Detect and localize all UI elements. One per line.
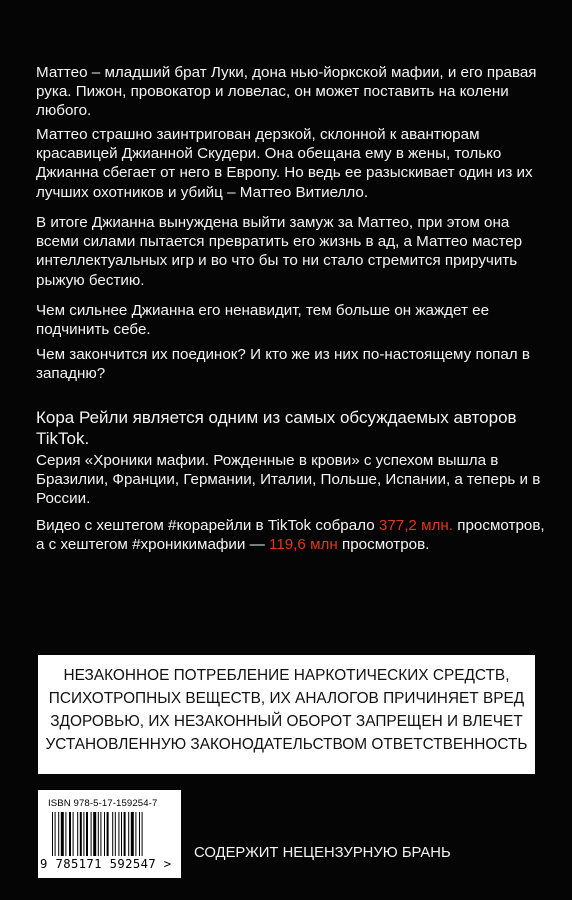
stats-text-mid: просмотров, а с хештегом #хроникимафии — (36, 517, 545, 554)
warning-line-2: ПСИХОТРОПНЫХ ВЕЩЕСТВ, ИХ АНАЛОГОВ ПРИЧИНЯЕТ ВРЕД (48, 690, 525, 707)
synopsis-paragraph-3: В итоге Джианна вынуждена выйти замуж за Маттео, при этом она всеми силами пытается превратить его жизнь в ад, а Маттео мастер интеллектуальных игр и во что бы то ни стало стремится приручить рыжую бестию. (36, 214, 523, 289)
series-paragraph: Серия «Хроники мафии. Рожденные в крови» с успехом вышла в Бразилии, Франции, Германии, Италии, Польше, Испании, а теперь и в России. (36, 452, 541, 508)
synopsis-paragraph-1: Маттео – младший брат Луки, дона нью-йоркской мафии, и его правая рука. Пижон, провокатор и ловелас, он может поставить на колени любого. (36, 64, 537, 120)
synopsis-paragraph-2: Маттео страшно заинтригован дерзкой, склонной к авантюрам красавицей Джианной Скудери. Она обещана ему в жены, только Джианна сбегает от него в Европу. Но ведь ее разыскивает один из их лучших охотников и убийц – Маттео Витиелло. (36, 126, 533, 201)
author-headline: Кора Рейли является одним из самых обсуждаемых авторов TikTok. (36, 408, 517, 448)
warning-line-4: УСТАНОВЛЕННУЮ ЗАКОНОДАТЕЛЬСТВОМ ОТВЕТСТВЕННОСТЬ (45, 736, 528, 753)
barcode-bars (52, 812, 167, 856)
stats-text-post: просмотров. (337, 536, 430, 554)
warning-line-3: ЗДОРОВЬЮ, ИХ НЕЗАКОННЫЙ ОБОРОТ ЗАПРЕЩЕН И ВЛЕЧЕТ (50, 713, 523, 730)
ean-number: 9 785171 592547 > (40, 857, 172, 871)
synopsis-paragraph-4: Чем сильнее Джианна его ненавидит, тем больше он жаждет ее подчинить себе. (36, 302, 490, 339)
isbn-number: ISBN 978-5-17-159254-7 (48, 798, 158, 809)
views-count-1: 377,2 млн. (378, 517, 454, 534)
stats-text-pre: Видео с хештегом #корарейли в TikTok собрало (36, 517, 379, 534)
isbn-barcode (38, 790, 181, 878)
synopsis-paragraph-5: Чем закончится их поединок? И кто же из них по-настоящему попал в западню? (36, 346, 530, 383)
profanity-notice: СОДЕРЖИТ НЕЦЕНЗУРНУЮ БРАНЬ (194, 845, 451, 861)
tiktok-stats-paragraph (36, 516, 546, 554)
health-warning-box (38, 655, 535, 774)
warning-line-1: НЕЗАКОННОЕ ПОТРЕБЛЕНИЕ НАРКОТИЧЕСКИХ СРЕДСТВ, (63, 667, 510, 684)
views-count-2: 119,6 млн (269, 536, 338, 554)
